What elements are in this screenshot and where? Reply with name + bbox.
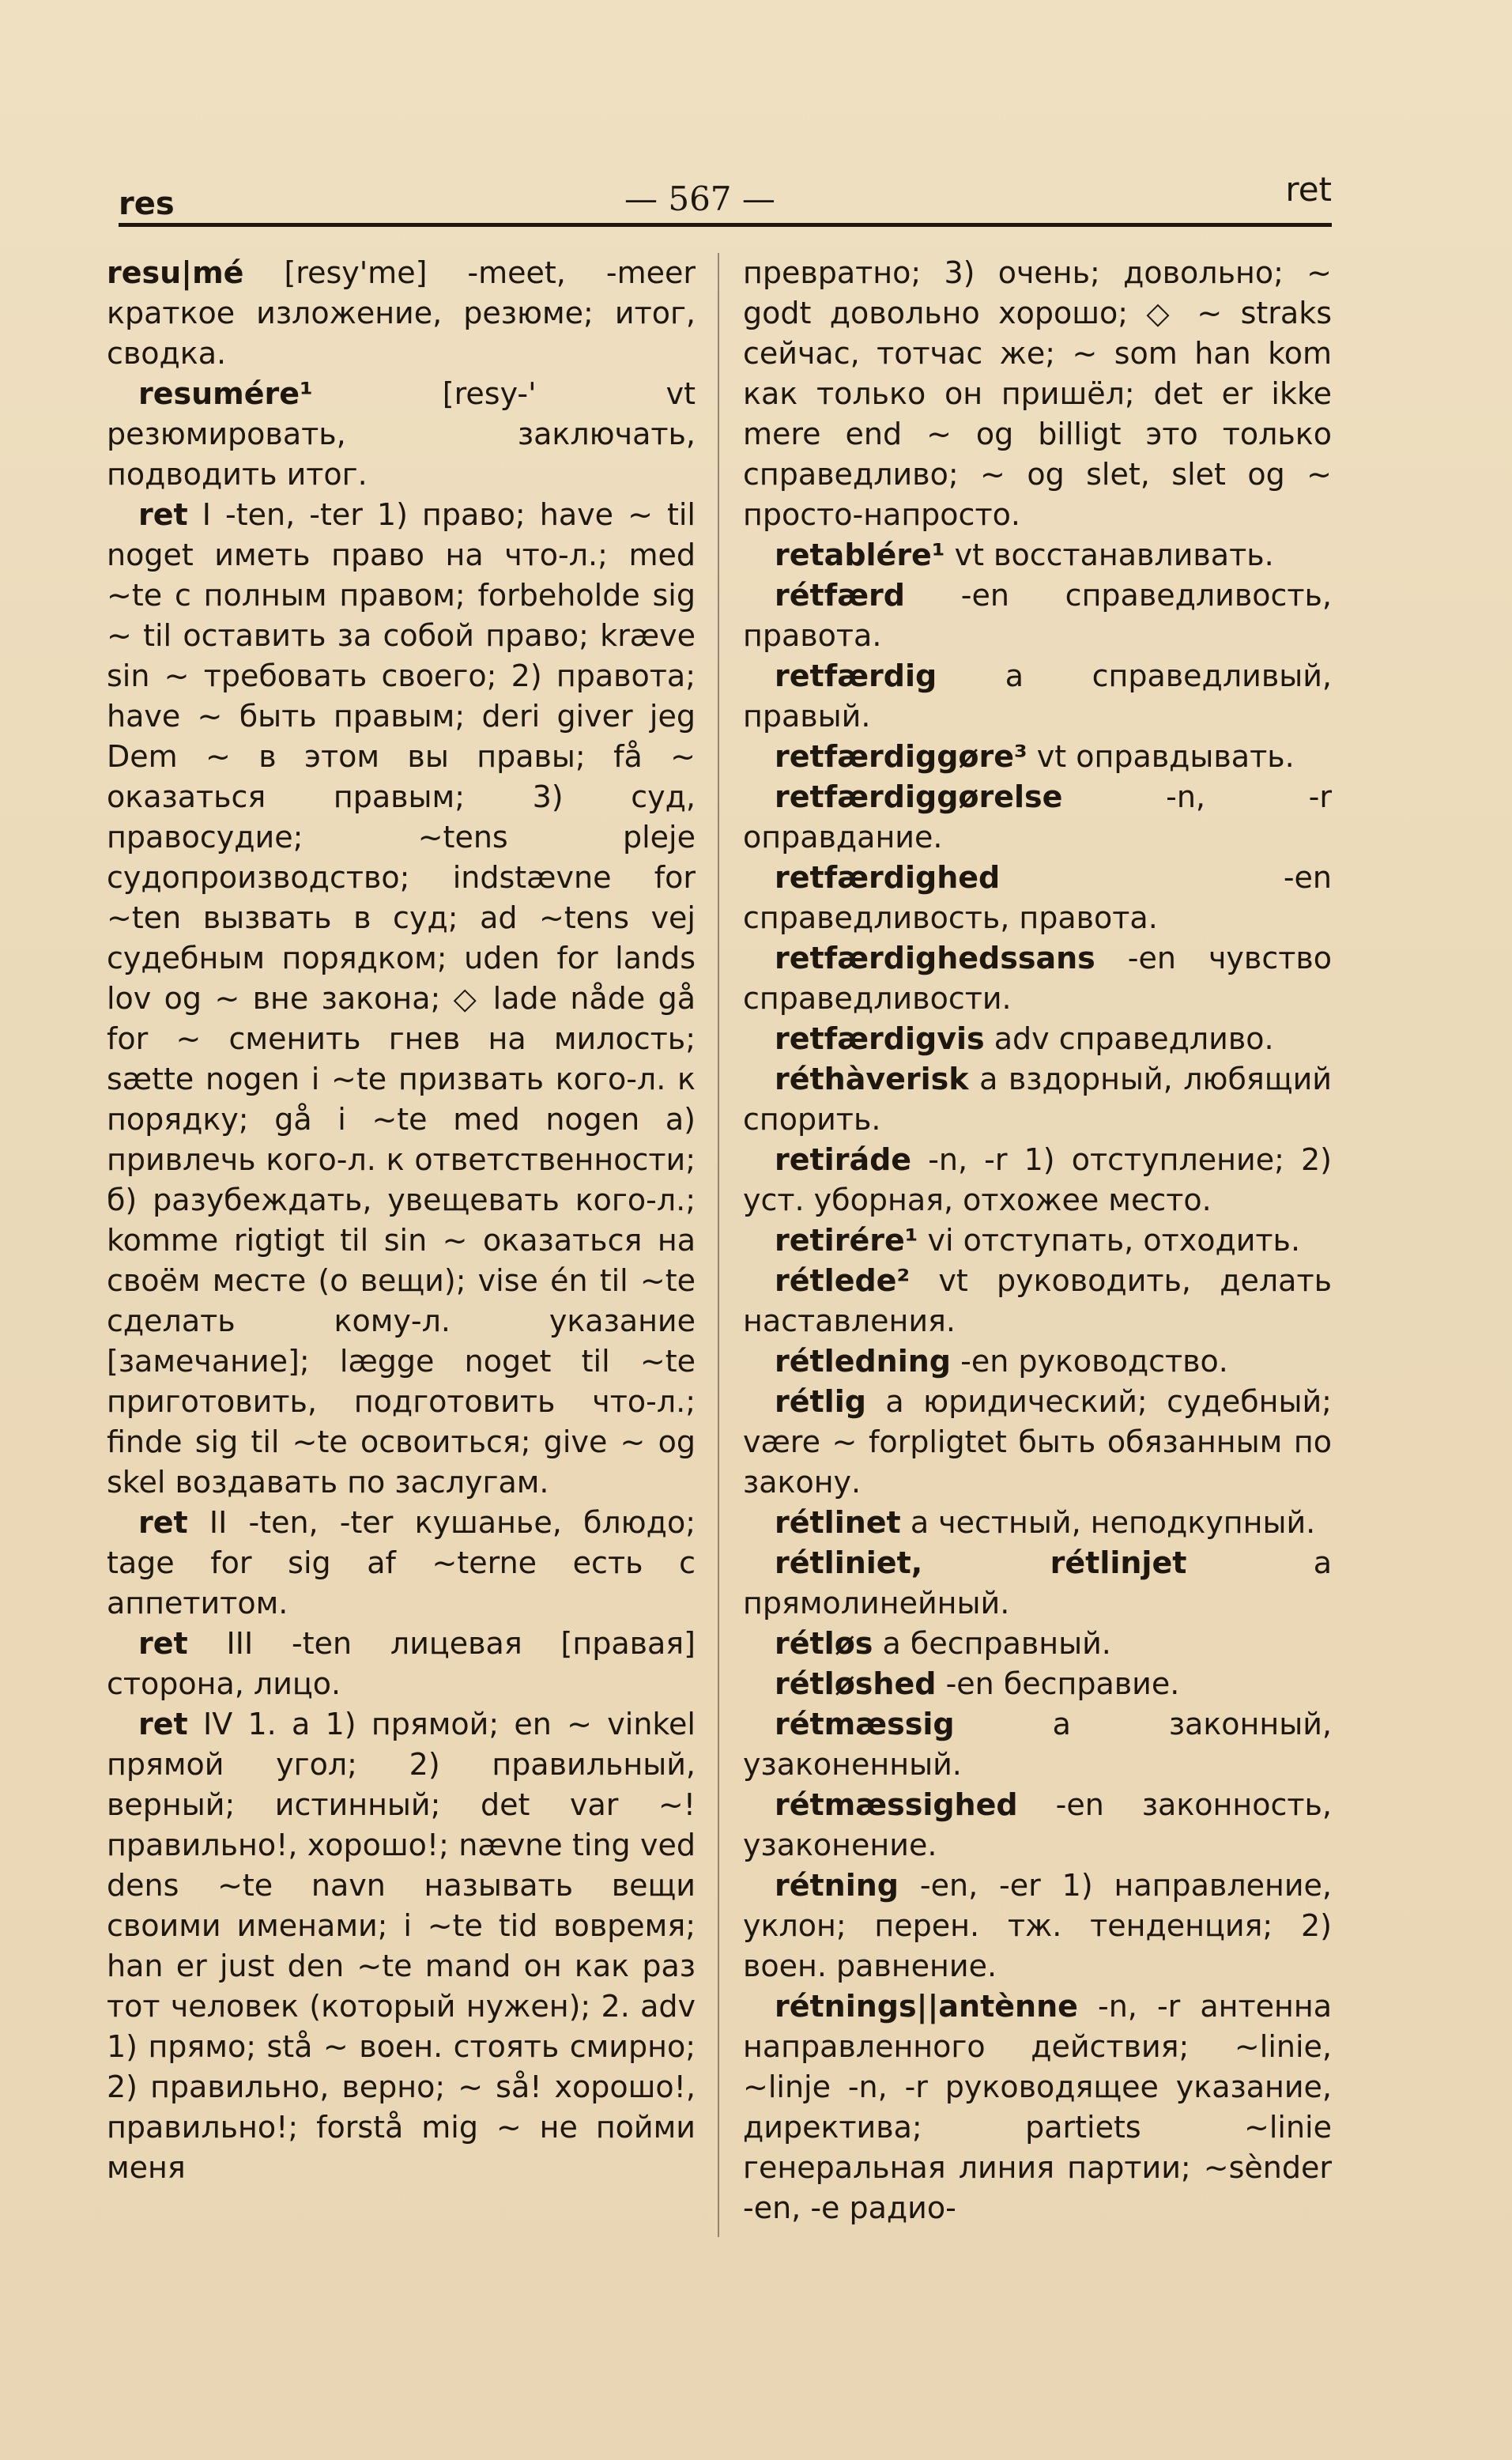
entry-text: a бесправный. xyxy=(882,1626,1111,1661)
right-guide-word: ret xyxy=(1285,170,1332,209)
dictionary-entry xyxy=(107,1704,696,2188)
dictionary-entry xyxy=(107,495,696,1503)
entry-headword: ret xyxy=(138,1707,188,1741)
entry-headword: rétlede² xyxy=(775,1263,911,1298)
dictionary-entry xyxy=(743,1341,1332,1382)
column-divider xyxy=(718,253,719,2237)
entry-headword: retfærdig xyxy=(775,658,937,693)
entry-text: a прямолинейный. xyxy=(743,1545,1332,1621)
header-rule xyxy=(119,223,1332,227)
dictionary-entry xyxy=(743,1503,1332,1543)
dictionary-entry xyxy=(743,1059,1332,1140)
dictionary-entry xyxy=(743,575,1332,656)
entry-headword: ret xyxy=(138,1505,188,1540)
entry-text: -n, -r 1) отступление; 2) уст. уборная, отхожее место. xyxy=(743,1142,1332,1217)
entry-text: vt руководить, делать наставления. xyxy=(743,1263,1332,1338)
entry-headword: retfærdiggøre³ xyxy=(775,739,1027,774)
entry-headword: rétning xyxy=(775,1868,899,1903)
entry-text: -en чувство справедливости. xyxy=(743,941,1332,1016)
dictionary-entry xyxy=(743,1140,1332,1221)
dictionary-entry xyxy=(743,1785,1332,1866)
entry-text: -en руководство. xyxy=(960,1344,1228,1379)
entry-text: [resy-' vt резюмировать, заключать, подводить итог. xyxy=(107,376,696,492)
dictionary-entry xyxy=(743,1019,1332,1059)
entry-headword: resu|mé xyxy=(107,255,244,290)
entry-text: -en справедливость, правота. xyxy=(743,860,1332,935)
entry-text: vt оправдывать. xyxy=(1036,739,1295,774)
entry-text: -n, -r оправдание. xyxy=(743,779,1332,855)
entry-headword: retfærdighedssans xyxy=(775,941,1095,975)
entry-headword: retiráde xyxy=(775,1142,912,1177)
entry-text: a справедливый, правый. xyxy=(743,658,1332,734)
left-column xyxy=(107,253,696,2245)
dictionary-entry xyxy=(743,1624,1332,1664)
dictionary-entry xyxy=(743,1704,1332,1785)
dictionary-entry xyxy=(743,938,1332,1019)
entry-headword: rétnings||antènne xyxy=(775,1989,1078,2024)
dictionary-entry xyxy=(107,253,696,374)
right-column xyxy=(743,253,1332,2245)
dictionary-entry xyxy=(743,1261,1332,1341)
entry-text: IV 1. a 1) прямой; en ~ vinkel прямой угол; 2) правильный, верный; истинный; det var ~! правильно!, хорошо!; nævne ting ved dens ~te navn называть вещи своими именами; i ~te tid вовремя; han er just den ~te mand он как раз тот человек (который нужен); 2. adv 1) прямо; stå ~ воен. стоять смирно; 2) правильно, верно; ~ så! хорошо!, правильно!; forstå mig ~ не пойми меня xyxy=(107,1707,696,2185)
entry-headword: rétlig xyxy=(775,1384,866,1419)
entry-text: I -ten, -ter 1) право; have ~ til noget иметь право на что-л.; med ~te с полным правом; forbeholde sig ~ til оставить за собой право; kræve sin ~ требовать своего; 2) правота; have ~ быть правым; deri giver jeg Dem ~ в этом вы правы; få ~ оказаться правым; 3) суд, правосудие; ~tens pleje судопроизводство; indstævne for ~ten вызвать в суд; ad ~tens vej судебным порядком; uden for lands lov og ~ вне закона; ◇ lade nåde gå for ~ сменить гнев на милость; sætte nogen i ~te призвать кого-л. к порядку; gå i ~te med nogen а) привлечь кого-л. к ответственности; б) разубеждать, увещевать кого-л.; komme rigtigt til sin ~ оказаться на своём месте (о вещи); vise én til ~te сделать кому-л. указание [замечание]; lægge noget til ~te приготовить, подготовить что-л.; finde sig til ~te освоиться; give ~ og skel воздавать по заслугам. xyxy=(107,497,696,1500)
left-guide-word: res xyxy=(119,186,175,222)
entry-headword: rétløshed xyxy=(775,1666,937,1701)
entry-headword: resumére¹ xyxy=(138,376,313,411)
entry-headword: réthàverisk xyxy=(775,1062,969,1096)
entry-text: a юридический; судебный; være ~ forpligtet быть обязанным по закону. xyxy=(743,1384,1332,1500)
dictionary-entry xyxy=(743,1664,1332,1704)
entry-text: a честный, неподкупный. xyxy=(910,1505,1316,1540)
entry-text: -en законность, узаконение. xyxy=(743,1787,1332,1862)
entry-text: -en бесправие. xyxy=(945,1666,1180,1701)
dictionary-entry xyxy=(107,1503,696,1624)
dictionary-entry-continuation xyxy=(743,253,1332,535)
dictionary-entry xyxy=(743,737,1332,777)
dictionary-entry xyxy=(107,1624,696,1704)
entry-text: a законный, узаконенный. xyxy=(743,1707,1332,1782)
entry-headword: retirére¹ xyxy=(775,1223,918,1258)
dictionary-entry xyxy=(743,858,1332,938)
page-header xyxy=(119,170,1332,225)
page-number: — 567 — xyxy=(624,179,775,218)
entry-text: II -ten, -ter кушанье, блюдо; tage for sig af ~terne есть с аппетитом. xyxy=(107,1505,696,1621)
dictionary-entry xyxy=(743,535,1332,575)
entry-headword: rétmæssighed xyxy=(775,1787,1018,1822)
dictionary-entry xyxy=(107,374,696,495)
entry-headword: retfærdighed xyxy=(775,860,1001,895)
entry-text: adv справедливо. xyxy=(994,1021,1274,1056)
entry-headword: retfærdigvis xyxy=(775,1021,985,1056)
entry-text: a вздорный, любящий спорить. xyxy=(743,1062,1332,1137)
entry-headword: ret xyxy=(138,497,188,532)
entry-text: -n, -r антенна направленного действия; ~linie, ~linje -n, -r руководящее указание, директива; partiets ~linie генеральная линия партии; ~sènder -en, -e радио- xyxy=(743,1989,1332,2225)
dictionary-entry xyxy=(743,1382,1332,1503)
entry-headword: rétliniet, rétlinjet xyxy=(775,1545,1187,1580)
dictionary-entry xyxy=(743,1986,1332,2228)
entry-headword: retablére¹ xyxy=(775,538,945,572)
entry-headword: rétløs xyxy=(775,1626,873,1661)
entry-text: vt восстанавливать. xyxy=(954,538,1274,572)
entry-headword: rétfærd xyxy=(775,578,905,613)
entry-headword: rétlinet xyxy=(775,1505,901,1540)
dictionary-entry xyxy=(743,1866,1332,1986)
dictionary-entry xyxy=(743,777,1332,858)
entry-text: vi отступать, отходить. xyxy=(927,1223,1301,1258)
entry-headword: retfærdiggørelse xyxy=(775,779,1063,814)
entry-text: превратно; 3) очень; довольно; ~ godt довольно хорошо; ◇ ~ straks сейчас, тотчас же; ~ som han kom как только он пришёл; det er ikke mere end ~ og billigt это только справедливо; ~ og slet, slet og ~ просто-напросто. xyxy=(743,255,1332,532)
dictionary-entry xyxy=(743,1543,1332,1624)
entry-text: -en, -er 1) направление, уклон; перен. тж. тенденция; 2) воен. равнение. xyxy=(743,1868,1332,1983)
entry-text: -en справедливость, правота. xyxy=(743,578,1332,653)
entry-headword: rétledning xyxy=(775,1344,952,1379)
entry-headword: rétmæssig xyxy=(775,1707,955,1741)
entry-headword: ret xyxy=(138,1626,188,1661)
dictionary-entry xyxy=(743,656,1332,737)
entry-text: [resy'me] -meet, -meer краткое изложение, резюме; итог, сводка. xyxy=(107,255,696,371)
dictionary-entry xyxy=(743,1221,1332,1261)
entry-text: III -ten лицевая [правая] сторона, лицо. xyxy=(107,1626,696,1701)
